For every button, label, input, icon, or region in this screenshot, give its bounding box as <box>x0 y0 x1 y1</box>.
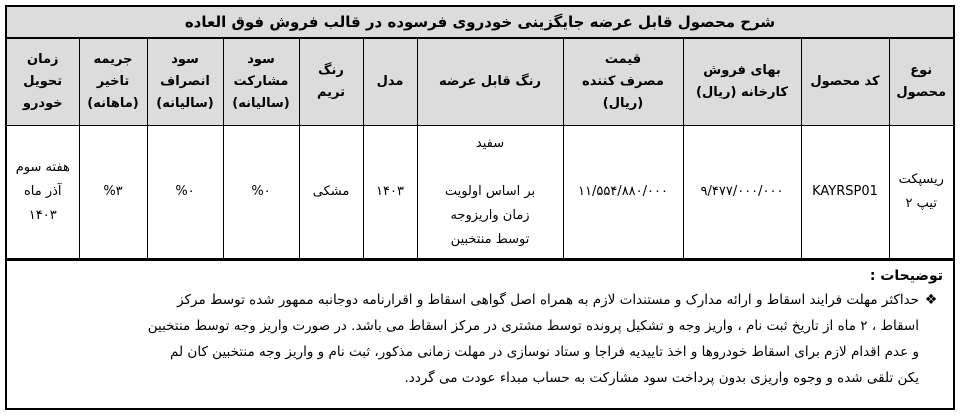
header-consumer-price: قیمت مصرف کننده (ریال) <box>563 39 683 126</box>
cell-product-type: ریسپکت تیپ ۲ <box>889 126 953 259</box>
document-title: شرح محصول قابل عرضه جایگزینی خودروی فرسوده در قالب فروش فوق العاده <box>7 7 953 39</box>
note-line-1: حداکثر مهلت فرایند اسقاط و ارائه مدارک و مستندات لازم به همراه اصل گواهی اسقاط و اقرارنامه دوجانبه ممهور شده توسط مرکز <box>177 292 919 308</box>
header-model: مدل <box>363 39 417 126</box>
cell-cancellation-profit: %۰ <box>147 126 223 259</box>
table-row <box>7 126 953 259</box>
cell-delivery-time: هفته سوم آذر ماه ۱۴۰۳ <box>7 126 79 259</box>
note-line-3: و عدم اقدام لازم برای اسقاط خودروها و اخذ تاییدیه فراجا و ستاد نوسازی در مهلت زمانی مذکور، ثبت نام و واریز وجه منتخبین کان لم <box>170 344 919 360</box>
cell-delay-penalty: %۳ <box>79 126 147 259</box>
product-table <box>7 39 953 259</box>
note-line-4: یکن تلقی شده و وجوه واریزی بدون پرداخت سود مشارکت به حساب مبداء عودت می گردد. <box>404 370 919 386</box>
cell-consumer-price: ۱۱/۵۵۴/۸۸۰/۰۰۰ <box>563 126 683 259</box>
header-product-code: کد محصول <box>801 39 889 126</box>
header-available-color: رنگ قابل عرضه <box>417 39 563 126</box>
notes-title: توضیحات : <box>869 268 943 284</box>
note-line-2: اسقاط ، ۲ ماه از تاریخ ثبت نام ، واریز وجه و تشکیل پرونده توسط مشتری در مرکز اسقاط می باشد. در صورت واریز وجه توسط منتخبین <box>147 318 919 334</box>
cell-model: ۱۴۰۳ <box>363 126 417 259</box>
note-item <box>17 287 943 391</box>
document-frame <box>5 5 955 410</box>
cell-product-code: KAYRSP01 <box>801 126 889 259</box>
cell-participation-profit: %۰ <box>223 126 299 259</box>
header-trim-color: رنگ تریم <box>299 39 363 126</box>
note-text <box>17 287 919 391</box>
diamond-bullet-icon: ❖ <box>924 292 938 308</box>
table-header-row <box>7 39 953 126</box>
header-factory-price: بهای فروش کارخانه (ریال) <box>683 39 801 126</box>
cell-trim-color: مشکی <box>299 126 363 259</box>
cell-factory-price: ۹/۴۷۷/۰۰۰/۰۰۰ <box>683 126 801 259</box>
header-participation-profit: سود مشارکت (سالیانه) <box>223 39 299 126</box>
header-delay-penalty: جریمه تاخیر (ماهانه) <box>79 39 147 126</box>
header-delivery-time: زمان تحویل خودرو <box>7 39 79 126</box>
header-cancellation-profit: سود انصراف (سالیانه) <box>147 39 223 126</box>
notes-section <box>7 259 953 391</box>
cell-available-color: سفید بر اساس اولویت زمان واریزوجه توسط منتخبین <box>417 126 563 259</box>
header-product-type: نوع محصول <box>889 39 953 126</box>
